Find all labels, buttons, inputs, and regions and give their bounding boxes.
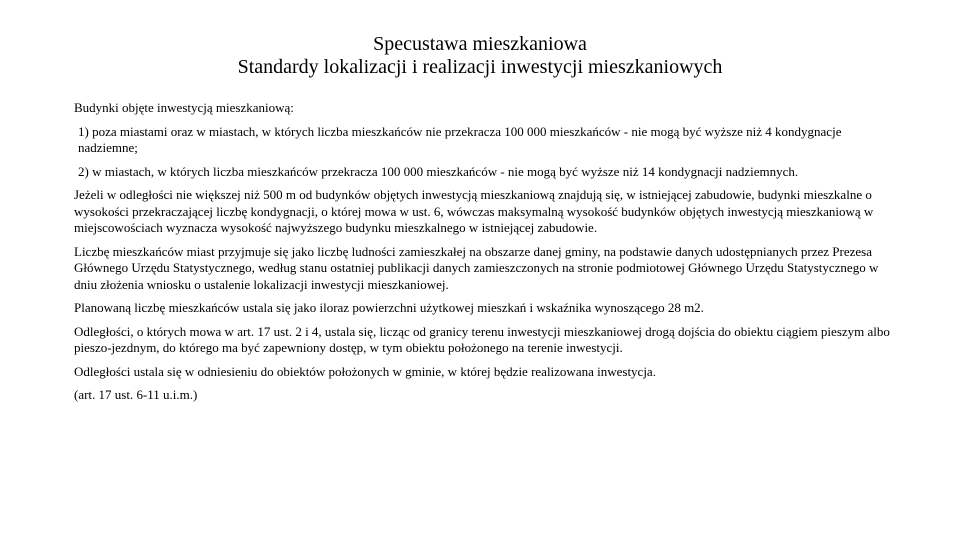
paragraph-population: Liczbę mieszkańców miast przyjmuje się jako liczbę ludności zamieszkałej na obszarze danej gminy, na podstawie danych udostępnianych przez Prezesa Głównego Urzędu Statystycznego, według stanu ostatniej publikacji danych zamieszczonych na stronie podmiotowej Głównego Urzędu Statystycznego w dniu złożenia wniosku o ustalenie lokalizacji inwestycji mieszkaniowej.: [74, 243, 879, 292]
paragraph-height-rule: Jeżeli w odległości nie większej niż 500 m od budynków objętych inwestycją mieszkaniową znajdują się, w istniejącej zabudowie, budynki mieszkalne o wysokości przekraczającej liczbę kondygnacji, o której mowa w ust. 6, wówczas maksymalną wysokość budynków objętych inwestycją mieszkaniową w miejscowościach wyznacza wysokość najwyższego budynku mieszkalnego w istniejącej zabudowie.: [74, 187, 874, 235]
paragraph-distances: Odległości, o których mowa w art. 17 ust. 2 i 4, ustala się, licząc od granicy terenu inwestycji mieszkaniowej drogą dojścia do obiektu ciągiem pieszym albo pieszo-jezdnym, do którego ma być zapewniony dostęp, w tym obiektu położonego na terenie inwestycji.: [74, 323, 890, 355]
paragraph-distances-gmina: Odległości ustala się w odniesieniu do obiektów położonych w gminie, w której będzie realizowana inwestycja.: [74, 363, 656, 379]
paragraph-item-2: 2) w miastach, w których liczba mieszkańców przekracza 100 000 mieszkańców - nie mogą być wyższe niż 14 kondygnacji nadziemnych.: [78, 163, 799, 179]
paragraph-planned-residents: Planowaną liczbę mieszkańców ustala się jako iloraz powierzchni użytkowej mieszkań i wskaźnika wynoszącego 28 m2.: [74, 300, 704, 315]
paragraph-intro: Budynki objęte inwestycją mieszkaniową:: [74, 100, 294, 115]
slide-body: [74, 100, 896, 411]
paragraph-citation: (art. 17 ust. 6-11 u.i.m.): [74, 387, 198, 402]
title-line-2: Standardy lokalizacji i realizacji inwestycji mieszkaniowych: [237, 56, 723, 78]
title-line-1: Specustawa mieszkaniowa: [373, 33, 587, 55]
paragraph-item-1: 1) poza miastami oraz w miastach, w których liczba mieszkańców nie przekracza 100 000 mieszkańców - nie mogą być wyższe niż 4 kondygnacje nadziemne;: [78, 123, 842, 155]
slide-title: [0, 33, 960, 79]
